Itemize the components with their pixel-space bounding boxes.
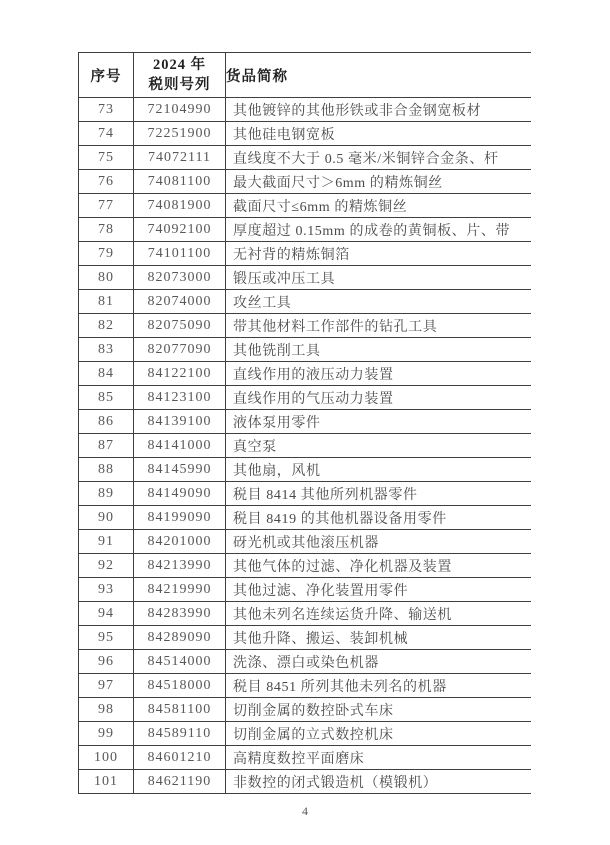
row-goods-name: 厚度超过 0.15mm 的成卷的黄铜板、片、带 [226, 218, 531, 242]
row-tariff-code: 72251900 [134, 122, 226, 146]
row-tariff-code: 74072111 [134, 146, 226, 170]
header-tariff-code [134, 53, 226, 98]
table-row [79, 578, 531, 602]
row-goods-name: 税目 8419 的其他机器设备用零件 [226, 506, 531, 530]
table-row [79, 602, 531, 626]
row-goods-name: 无衬背的精炼铜箔 [226, 242, 531, 266]
row-serial-number: 78 [79, 218, 134, 242]
table-row [79, 410, 531, 434]
row-serial-number: 88 [79, 458, 134, 482]
row-tariff-code: 74081100 [134, 170, 226, 194]
row-goods-name: 液体泵用零件 [226, 410, 531, 434]
row-serial-number: 92 [79, 554, 134, 578]
row-serial-number: 90 [79, 506, 134, 530]
table-row [79, 362, 531, 386]
header-goods-name: 货品简称 [226, 53, 531, 98]
row-tariff-code: 84141000 [134, 434, 226, 458]
row-tariff-code: 84601210 [134, 746, 226, 770]
row-tariff-code: 82075090 [134, 314, 226, 338]
table-header [79, 53, 531, 98]
row-serial-number: 77 [79, 194, 134, 218]
row-serial-number: 93 [79, 578, 134, 602]
row-tariff-code: 84122100 [134, 362, 226, 386]
table-row [79, 218, 531, 242]
table-row [79, 338, 531, 362]
row-goods-name: 攻丝工具 [226, 290, 531, 314]
row-serial-number: 79 [79, 242, 134, 266]
table-row [79, 266, 531, 290]
page-number: 4 [302, 804, 308, 818]
table-row [79, 386, 531, 410]
row-tariff-code: 84123100 [134, 386, 226, 410]
row-goods-name: 切削金属的立式数控机床 [226, 722, 531, 746]
row-tariff-code: 84213990 [134, 554, 226, 578]
row-serial-number: 76 [79, 170, 134, 194]
table-row [79, 290, 531, 314]
row-goods-name: 洗涤、漂白或染色机器 [226, 650, 531, 674]
table-row [79, 554, 531, 578]
row-tariff-code: 84145990 [134, 458, 226, 482]
row-serial-number: 94 [79, 602, 134, 626]
table-row [79, 770, 531, 794]
row-goods-name: 其他铣削工具 [226, 338, 531, 362]
row-tariff-code: 84621190 [134, 770, 226, 794]
row-tariff-code: 84139100 [134, 410, 226, 434]
header-tariff-code-line2: 税则号列 [148, 77, 211, 93]
row-serial-number: 82 [79, 314, 134, 338]
row-goods-name: 税目 8414 其他所列机器零件 [226, 482, 531, 506]
row-tariff-code: 84518000 [134, 674, 226, 698]
row-tariff-code: 84199090 [134, 506, 226, 530]
table-row [79, 146, 531, 170]
header-tariff-code-line1: 2024 年 [152, 57, 207, 73]
row-serial-number: 87 [79, 434, 134, 458]
row-tariff-code: 72104990 [134, 98, 226, 122]
row-tariff-code: 84149090 [134, 482, 226, 506]
row-serial-number: 98 [79, 698, 134, 722]
row-goods-name: 其他气体的过滤、净化机器及装置 [226, 554, 531, 578]
row-goods-name: 其他未列名连续运货升降、输送机 [226, 602, 531, 626]
row-tariff-code: 74101100 [134, 242, 226, 266]
table-row [79, 314, 531, 338]
table-row [79, 434, 531, 458]
table-row [79, 698, 531, 722]
row-goods-name: 砑光机或其他滚压机器 [226, 530, 531, 554]
row-goods-name: 直线作用的液压动力装置 [226, 362, 531, 386]
table-row [79, 98, 531, 122]
row-tariff-code: 74092100 [134, 218, 226, 242]
table-body [79, 98, 531, 794]
row-serial-number: 83 [79, 338, 134, 362]
table-row [79, 482, 531, 506]
table-row [79, 194, 531, 218]
row-goods-name: 其他升降、搬运、装卸机械 [226, 626, 531, 650]
row-goods-name: 其他硅电钢宽板 [226, 122, 531, 146]
table-row [79, 458, 531, 482]
row-goods-name: 直线作用的气压动力装置 [226, 386, 531, 410]
row-goods-name: 高精度数控平面磨床 [226, 746, 531, 770]
row-tariff-code: 84219990 [134, 578, 226, 602]
row-tariff-code: 82077090 [134, 338, 226, 362]
row-tariff-code: 84514000 [134, 650, 226, 674]
row-tariff-code: 82073000 [134, 266, 226, 290]
row-serial-number: 101 [79, 770, 134, 794]
row-goods-name: 切削金属的数控卧式车床 [226, 698, 531, 722]
row-goods-name: 直线度不大于 0.5 毫米/米铜锌合金条、杆 [226, 146, 531, 170]
row-serial-number: 96 [79, 650, 134, 674]
row-tariff-code: 84289090 [134, 626, 226, 650]
row-serial-number: 95 [79, 626, 134, 650]
table-row [79, 722, 531, 746]
row-tariff-code: 84581100 [134, 698, 226, 722]
row-goods-name: 最大截面尺寸＞6mm 的精炼铜丝 [226, 170, 531, 194]
table-row [79, 626, 531, 650]
row-serial-number: 99 [79, 722, 134, 746]
table-row [79, 122, 531, 146]
row-serial-number: 84 [79, 362, 134, 386]
row-goods-name: 截面尺寸≤6mm 的精炼铜丝 [226, 194, 531, 218]
row-tariff-code: 84201000 [134, 530, 226, 554]
row-goods-name: 其他镀锌的其他形铁或非合金钢宽板材 [226, 98, 531, 122]
row-tariff-code: 84589110 [134, 722, 226, 746]
tariff-table [78, 52, 531, 794]
row-serial-number: 73 [79, 98, 134, 122]
row-serial-number: 89 [79, 482, 134, 506]
row-tariff-code: 82074000 [134, 290, 226, 314]
row-serial-number: 85 [79, 386, 134, 410]
row-goods-name: 其他过滤、净化装置用零件 [226, 578, 531, 602]
row-goods-name: 带其他材料工作部件的钻孔工具 [226, 314, 531, 338]
header-row [79, 53, 531, 98]
row-serial-number: 100 [79, 746, 134, 770]
row-goods-name: 税目 8451 所列其他未列名的机器 [226, 674, 531, 698]
row-tariff-code: 74081900 [134, 194, 226, 218]
row-serial-number: 80 [79, 266, 134, 290]
row-serial-number: 97 [79, 674, 134, 698]
table-row [79, 506, 531, 530]
row-goods-name: 锻压或冲压工具 [226, 266, 531, 290]
header-serial-number: 序号 [79, 53, 134, 98]
row-goods-name: 真空泵 [226, 434, 531, 458]
table-row [79, 650, 531, 674]
table-row [79, 242, 531, 266]
table-row [79, 530, 531, 554]
row-serial-number: 81 [79, 290, 134, 314]
table-row [79, 674, 531, 698]
table-row [79, 170, 531, 194]
row-goods-name: 非数控的闭式锻造机（模锻机） [226, 770, 531, 794]
row-tariff-code: 84283990 [134, 602, 226, 626]
row-serial-number: 91 [79, 530, 134, 554]
table-row [79, 746, 531, 770]
row-serial-number: 75 [79, 146, 134, 170]
row-serial-number: 74 [79, 122, 134, 146]
row-serial-number: 86 [79, 410, 134, 434]
row-goods-name: 其他扇，风机 [226, 458, 531, 482]
